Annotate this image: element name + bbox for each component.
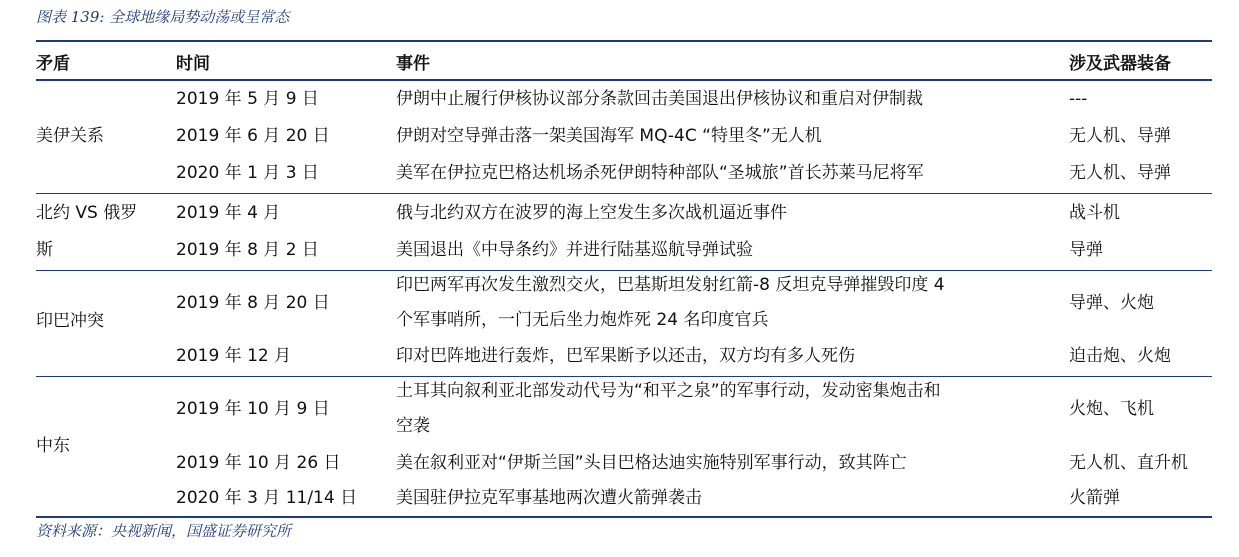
row-date: 2019 年 8 月 2 日: [176, 240, 319, 260]
group-divider: [36, 270, 1212, 271]
group-label-us-iran: 美伊关系: [36, 126, 104, 146]
row-weapons: 迫击炮、火炮: [1069, 346, 1171, 366]
row-date: 2019 年 4 月: [176, 203, 281, 223]
row-weapons: 导弹、火炮: [1069, 293, 1154, 313]
row-date: 2019 年 10 月 9 日: [176, 399, 330, 419]
row-date: 2019 年 5 月 9 日: [176, 89, 319, 109]
row-event-line1: 印巴两军再次发生激烈交火，巴基斯坦发射红箭-8 反坦克导弹摧毁印度 4: [396, 275, 945, 295]
row-date: 2019 年 6 月 20 日: [176, 126, 330, 146]
group-label-nato-russia-line1: 北约 VS 俄罗: [36, 203, 138, 223]
header-time: 时间: [176, 54, 210, 74]
row-event: 伊朗中止履行伊核协议部分条款回击美国退出伊核协议和重启对伊制裁: [396, 89, 923, 109]
group-divider: [36, 193, 1212, 194]
row-date: 2019 年 8 月 20 日: [176, 293, 330, 313]
row-event: 美国驻伊拉克军事基地两次遭火箭弹袭击: [396, 488, 702, 508]
row-date: 2019 年 10 月 26 日: [176, 453, 341, 473]
row-weapons: 无人机、导弹: [1069, 163, 1171, 183]
header-event: 事件: [396, 54, 430, 74]
figure-caption: 图表 139: 全球地缘局势动荡或呈常态: [36, 8, 290, 26]
row-date: 2020 年 1 月 3 日: [176, 163, 319, 183]
row-event: 美国退出《中导条约》并进行陆基巡航导弹试验: [396, 240, 753, 260]
row-event: 美军在伊拉克巴格达机场杀死伊朗特种部队“圣城旅”首长苏莱马尼将军: [396, 163, 924, 183]
source-note: 资料来源：央视新闻，国盛证券研究所: [36, 522, 292, 540]
row-event: 美在叙利亚对“伊斯兰国”头目巴格达迪实施特别军事行动，致其阵亡: [396, 453, 907, 473]
group-label-india-pakistan: 印巴冲突: [36, 311, 104, 331]
row-event-line2: 个军事哨所，一门无后坐力炮炸死 24 名印度官兵: [396, 310, 769, 330]
row-weapons: 无人机、导弹: [1069, 126, 1171, 146]
row-weapons: 导弹: [1069, 240, 1103, 260]
table-top-rule: [36, 40, 1212, 42]
row-event: 俄与北约双方在波罗的海上空发生多次战机逼近事件: [396, 203, 787, 223]
row-weapons: ---: [1069, 89, 1088, 109]
group-divider: [36, 376, 1212, 377]
row-date: 2020 年 3 月 11/14 日: [176, 488, 358, 508]
header-weapons: 涉及武器装备: [1069, 54, 1171, 74]
row-weapons: 火箭弹: [1069, 488, 1120, 508]
row-weapons: 战斗机: [1069, 203, 1120, 223]
group-label-middle-east: 中东: [36, 436, 70, 456]
row-event-line2: 空袭: [396, 416, 430, 436]
header-contradiction: 矛盾: [36, 54, 70, 74]
row-weapons: 无人机、直升机: [1069, 453, 1188, 473]
table-bottom-rule: [36, 516, 1212, 518]
table-header-rule: [36, 79, 1212, 81]
group-label-nato-russia-line2: 斯: [36, 240, 53, 260]
row-event: 印对巴阵地进行轰炸，巴军果断予以还击，双方均有多人死伤: [396, 346, 855, 366]
row-date: 2019 年 12 月: [176, 346, 292, 366]
row-event-line1: 土耳其向叙利亚北部发动代号为“和平之泉”的军事行动，发动密集炮击和: [396, 381, 941, 401]
row-weapons: 火炮、飞机: [1069, 399, 1154, 419]
row-event: 伊朗对空导弹击落一架美国海军 MQ-4C “特里冬”无人机: [396, 126, 822, 146]
